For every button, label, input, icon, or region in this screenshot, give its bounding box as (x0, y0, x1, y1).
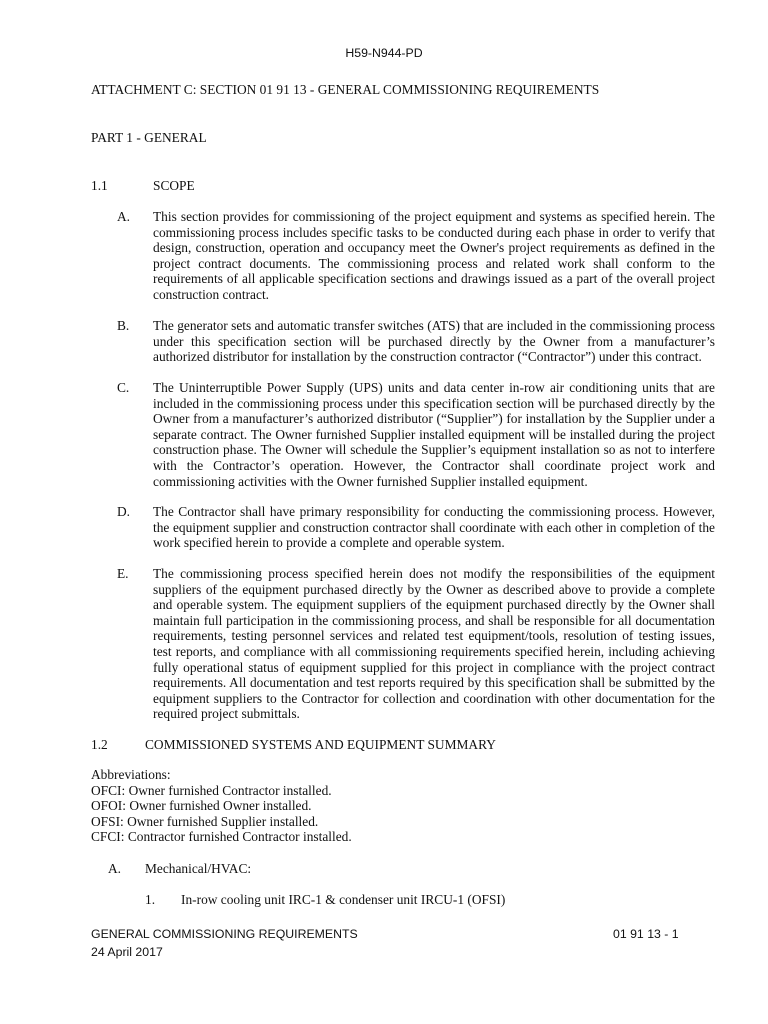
abbreviation-ofoi: OFOI: Owner furnished Owner installed. (91, 798, 312, 814)
section-1-2-number: 1.2 (91, 737, 108, 752)
section-1-2-title: COMMISSIONED SYSTEMS AND EQUIPMENT SUMMARY (145, 737, 496, 752)
footer-title: GENERAL COMMISSIONING REQUIREMENTS (91, 927, 358, 941)
item-c-text: The Uninterruptible Power Supply (UPS) units and data center in-row air conditioning units that are included in the commissioning process under this specification section will be purchased directly by the Owner from a manufacturer’s authorized distributor (“Supplier”) for installation by the Supplier under a separate contract. The Owner furnished Supplier installed equipment will be installed during the project construction phase. The Owner will schedule the Supplier’s equipment installation so as not to interfere with the Contractor’s operation. However, the Contractor shall coordinate project work and commissioning activities with the Owner furnished Supplier installed equipment. (153, 380, 715, 489)
section-1-1-title: SCOPE (153, 178, 195, 193)
abbreviation-ofsi: OFSI: Owner furnished Supplier installed. (91, 813, 319, 829)
attachment-title: ATTACHMENT C: SECTION 01 91 13 - GENERAL COMMISSIONING REQUIREMENTS (91, 82, 600, 97)
section-1-1-number: 1.1 (91, 178, 108, 193)
subsection-a-letter: A. (108, 861, 122, 876)
abbreviation-cfci: CFCI: Contractor furnished Contractor installed. (91, 829, 352, 845)
abbreviation-ofci: OFCI: Owner furnished Contractor installed. (91, 782, 332, 798)
part-title: PART 1 - GENERAL (91, 130, 207, 145)
item-c-letter: C. (117, 380, 130, 395)
item-a-letter: A. (117, 209, 131, 224)
item-e-letter: E. (117, 566, 129, 581)
subsection-a-item-text: In-row cooling unit IRC-1 & condenser unit IRCU-1 (OFSI) (181, 892, 506, 907)
item-e-text: The commissioning process specified herein does not modify the responsibilities of the equipment suppliers of the equipment purchased directly by the Owner as described above to provide a complete and operable system. The equipment suppliers of the equipment purchased directly by the Owner shall maintain full participation in the commissioning process, and shall be responsible for all documentation requirements, testing personnel services and related test equipment/tools, resolution of testing issues, test reports, and compliance with all commissioning requirements specified herein, including achieving fully operational status of equipment supplied for this project in compliance with the project contract requirements. All documentation and test reports required by this specification shall be submitted by the equipment suppliers to the Contractor for collection and coordination with other documentation for the required project submittals. (153, 566, 715, 722)
subsection-a-item-number: 1. (145, 892, 156, 907)
document-id-header: H59-N944-PD (345, 46, 423, 60)
item-d-text: The Contractor shall have primary responsibility for conducting the commissioning process. However, the equipment supplier and construction contractor shall coordinate with each other in completion of the work specified herein to provide a complete and operable system. (153, 504, 715, 551)
item-b-letter: B. (117, 318, 130, 333)
item-d-letter: D. (117, 504, 131, 519)
subsection-a-title: Mechanical/HVAC: (145, 861, 252, 876)
abbreviations-heading: Abbreviations: (91, 767, 171, 782)
footer-date: 24 April 2017 (91, 945, 163, 959)
footer-page-number: 01 91 13 - 1 (613, 927, 679, 941)
item-a-text: This section provides for commissioning of the project equipment and systems as specified herein. The commissioning process includes specific tasks to be conducted during each phase in order to verify that design, construction, operation and occupancy meet the Owner's project requirements as defined in the project contract documents. The commissioning process and related work shall conform to the requirements of all applicable specification sections and drawings issued as a part of the overall project construction contract. (153, 209, 715, 302)
item-b-text: The generator sets and automatic transfer switches (ATS) that are included in the commissioning process under this specification section will be purchased directly by the Owner from a manufacturer’s authorized distributor for installation by the construction contractor (“Contractor”) under this contract. (153, 318, 715, 365)
